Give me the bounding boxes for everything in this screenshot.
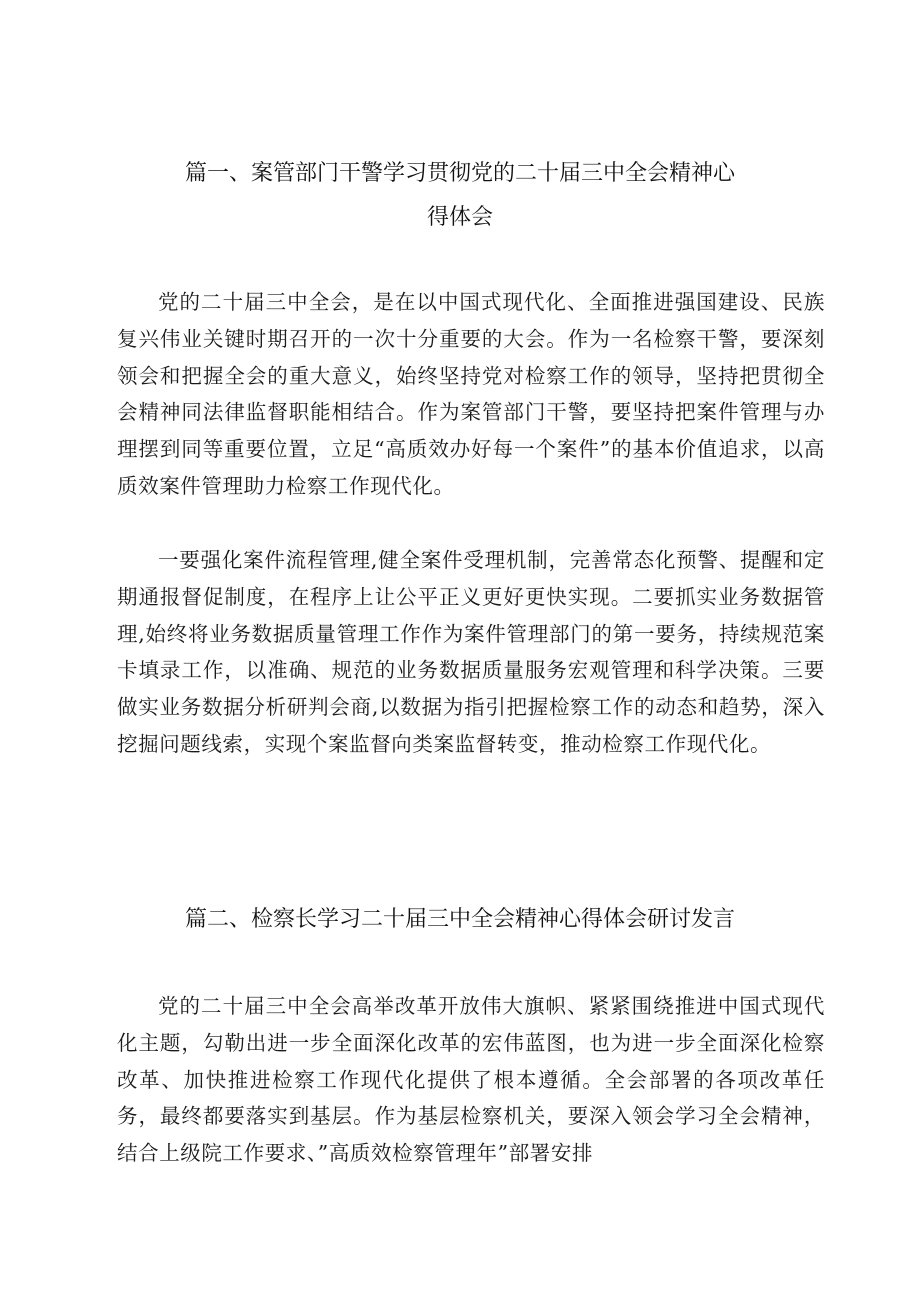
section1-paragraph-2: 一要强化案件流程管理,健全案件受理机制，完善常态化预警、提醒和定期通报督促制度，在程序上让公平正义更好更快实现。二要抓实业务数据管理,始终将业务数据质量管理工作作为案件管理部门的第一要务，持续规范案卡填录工作，以准确、规范的业务数据质量服务宏观管理和科学决策。三要做实业务数据分析研判会商,以数据为指引把握检察工作的动态和趋势，深入挖掘问题线索，实现个案监督向类案监督转变，推动检察工作现代化。: [117, 548, 825, 756]
section1-title: [0, 152, 920, 240]
section1-title-line2: 得体会: [426, 205, 493, 230]
section2-title-line: 篇二、检察长学习二十届三中全会精神心得体会研讨发言: [184, 907, 735, 932]
section1-paragraph-1: 党的二十届三中全会，是在以中国式现代化、全面推进强国建设、民族复兴伟业关键时期召开的一次十分重要的大会。作为一名检察干警，要深刻领会和把握全会的重大意义，始终坚持党对检察工作的领导，坚持把贯彻全会精神同法律监督职能相结合。作为案管部门干警，要坚持把案件管理与办理摆到同等重要位置，立足“高质效办好每一个案件”的基本价值追求，以高质效案件管理助力检察工作现代化。: [117, 290, 825, 498]
section2-title: [0, 898, 920, 942]
section1-title-line1: 篇一、案管部门干警学习贯彻党的二十届三中全会精神心: [184, 161, 735, 186]
section2-paragraph-1: 党的二十届三中全会高举改革开放伟大旗帜、紧紧围绕推进中国式现代化主题，勾勒出进一步全面深化改革的宏伟蓝图，也为进一步全面深化检察改革、加快推进检察工作现代化提供了根本遵循。全会部署的各项改革任务，最终都要落实到基层。作为基层检察机关，要深入领会学习全会精神，结合上级院工作要求、”高质效检察管理年”部署安排: [117, 994, 825, 1166]
